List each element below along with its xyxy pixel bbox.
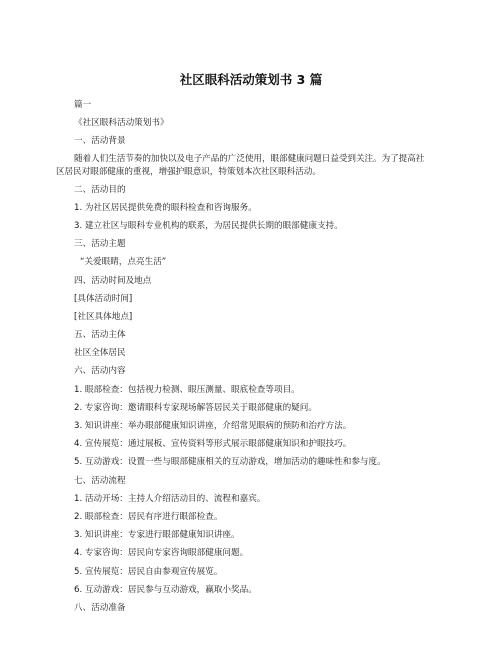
list-item: 5. 互动游戏：设置一些与眼部健康相关的互动游戏，增加活动的趣味性和参与度。 [74,457,386,468]
list-item: 5. 宣传展览：居民自由参观宣传展览。 [74,566,223,577]
document-body [56,96,434,617]
theme-text: “关爱眼睛，点亮生活” [80,257,167,268]
place-placeholder: [社区具体地点] [74,311,133,322]
list-item: 1. 为社区居民提供免费的眼科检查和咨询服务。 [74,202,257,213]
list-item: 4. 宣传展览：通过展板、宣传资料等形式展示眼部健康知识和护眼技巧。 [74,439,352,450]
list-item: 3. 知识讲座：专家进行眼部健康知识讲座。 [74,530,240,541]
list-item: 2. 眼部检查：居民有序进行眼部检查。 [74,511,223,522]
section-heading-theme: 三、活动主题 [74,239,126,250]
section-heading-purpose: 二、活动目的 [74,184,126,195]
subtitle: 《社区眼科活动策划书》 [74,118,169,129]
list-item: 3. 建立社区与眼科专业机构的联系，为居民提供长期的眼部健康支持。 [74,220,343,231]
section-heading-process: 七、活动流程 [74,475,126,486]
list-item: 4. 专家咨询：居民向专家咨询眼部健康问题。 [74,548,249,559]
list-item: 1. 眼部检查：包括视力检测、眼压测量、眼底检查等项目。 [74,384,300,395]
list-item: 2. 专家咨询：邀请眼科专家现场解答居民关于眼部健康的疑问。 [74,402,317,413]
list-item: 6. 互动游戏：居民参与互动游戏，赢取小奖品。 [74,584,257,595]
section-heading-background: 一、活动背景 [74,136,126,147]
section-heading-content: 六、活动内容 [74,366,126,377]
list-item: 3. 知识讲座：举办眼部健康知识讲座，介绍常见眼病的预防和治疗方法。 [74,421,352,431]
background-paragraph: 随着人们生活节奏的加快以及电子产品的广泛使用，眼部健康问题日益受到关注。为了提高社区居民对眼部健康的重视，增强护眼意识，特策划本次社区眼科活动。 [56,153,425,177]
section-heading-time-place: 四、活动时间及地点 [74,275,152,286]
part-label: 篇一 [74,100,92,110]
document-title: 社区眼科活动策划书 3 篇 [179,72,323,87]
section-heading-subject: 五、活动主体 [74,330,126,341]
list-item: 1. 活动开场：主持人介绍活动目的、流程和嘉宾。 [74,493,266,504]
subject-text: 社区全体居民 [74,348,126,359]
time-placeholder: [具体活动时间] [74,293,133,304]
section-heading-preparation: 八、活动准备 [74,602,126,613]
